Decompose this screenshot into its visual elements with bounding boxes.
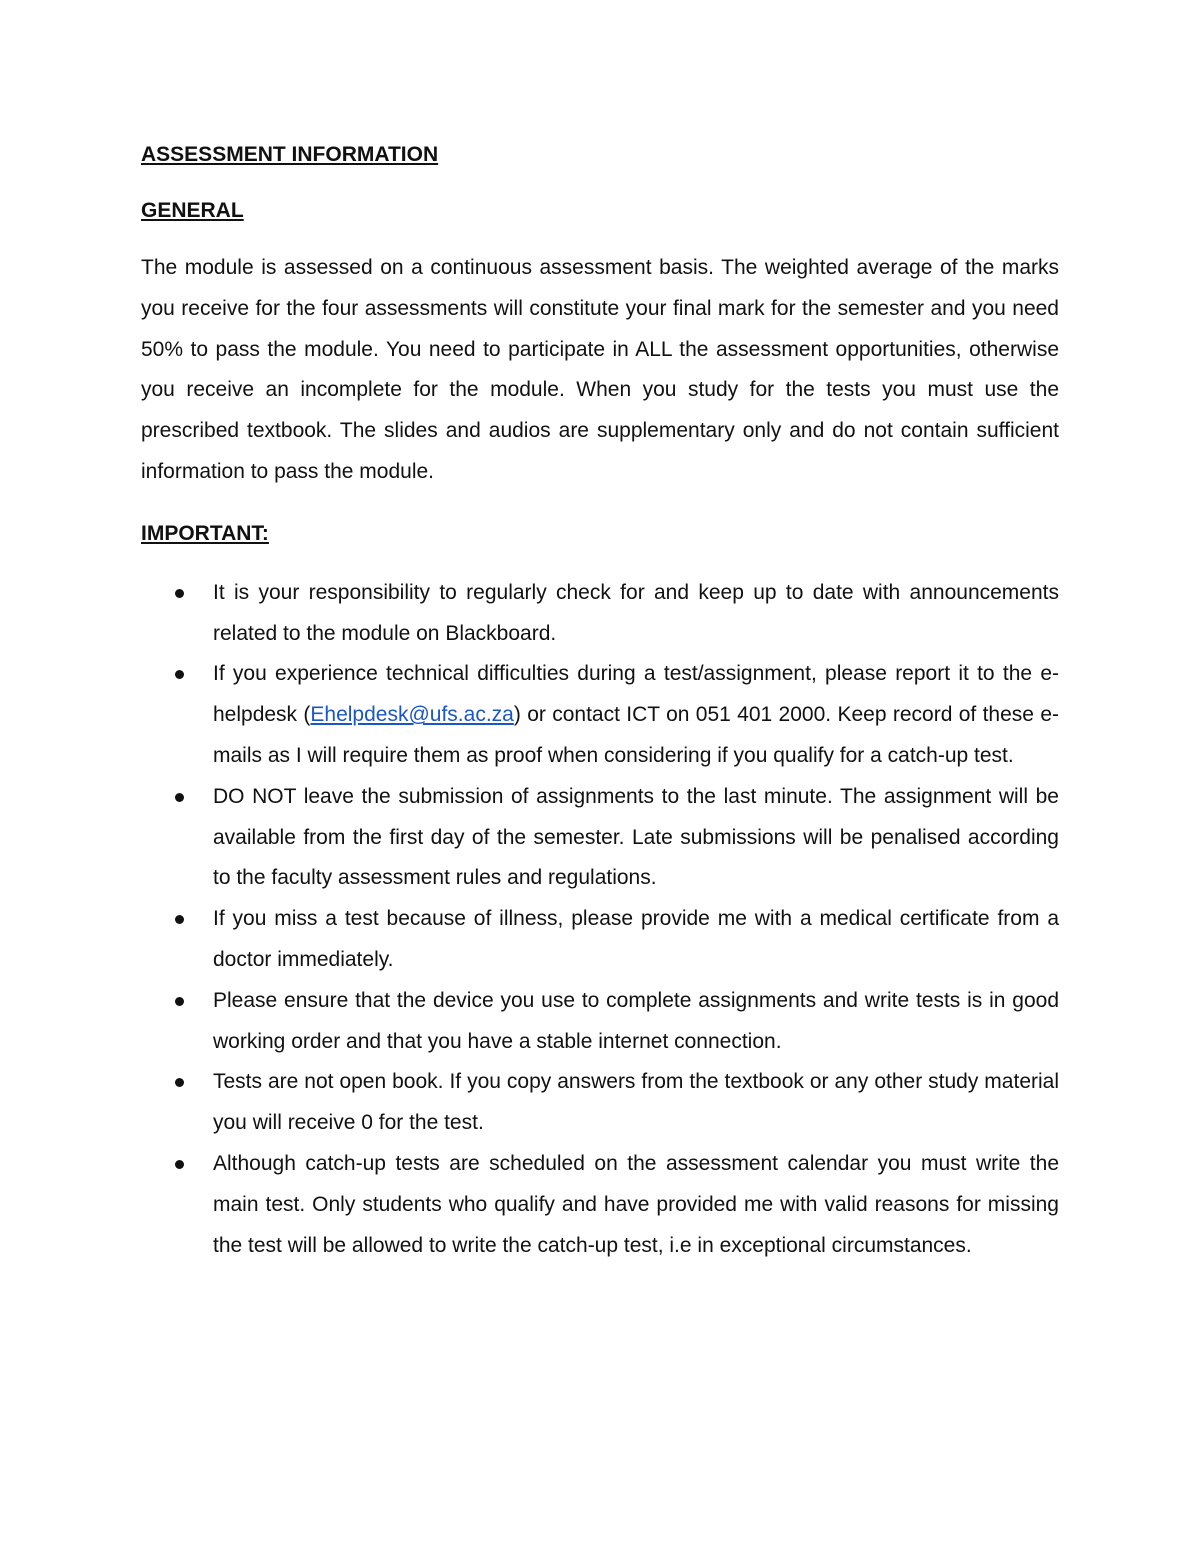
list-item [141,777,1059,899]
helpdesk-email-link[interactable]: Ehelpdesk@ufs.ac.za [310,703,514,727]
bullet-icon [175,589,184,598]
page-title: ASSESSMENT INFORMATION [141,143,439,166]
list-item-text: Please ensure that the device you use to complete assignments and write tests is in good working order and that you have a stable internet connection. [213,988,1059,1053]
important-heading: IMPORTANT: [141,521,269,545]
list-item-text: Although catch-up tests are scheduled on the assessment calendar you must write the main test. Only students who qualify and have provided me with valid reasons for missing the test will be allowed to write the catch-up test, i.e in exceptional circumstances. [213,1151,1059,1257]
list-item [141,573,1059,655]
helpdesk-text-before: If you experience technical difficulties during a test/assignment, please report it to the e-helpdesk ( [213,662,1059,727]
important-list [141,573,1059,1267]
list-item-text: If you miss a test because of illness, please provide me with a medical certificate from a doctor immediately. [213,907,1059,971]
document-page [141,138,1059,1266]
general-paragraph: The module is assessed on a continuous assessment basis. The weighted average of the marks you receive for the four assessments will constitute your final mark for the semester and you need 50% to pass the module. You need to participate in ALL the assessment opportunities, otherwise you receive an incomplete for the module. When you study for the tests you must use the prescribed textbook. The slides and audios are supplementary only and do not contain sufficient information to pass the module. [141,256,1059,483]
list-item-text: It is your responsibility to regularly check for and keep up to date with announcements related to the module on Blackboard. [213,580,1059,645]
list-item [141,1062,1059,1144]
helpdesk-text-after: ) or contact ICT on 051 401 2000. Keep record of these e-mails as I will require them as proof when considering if you qualify for a catch-up test. [213,703,1059,767]
bullet-icon [175,670,184,679]
list-item [141,981,1059,1063]
list-item [141,654,1059,776]
bullet-icon [175,915,184,924]
bullet-icon [175,997,184,1006]
bullet-icon [175,793,184,802]
list-item-text: Tests are not open book. If you copy answers from the textbook or any other study material you will receive 0 for the test. [213,1070,1059,1135]
bullet-icon [175,1078,184,1087]
list-item [141,899,1059,981]
list-item [141,1144,1059,1266]
list-item-text: DO NOT leave the submission of assignments to the last minute. The assignment will be available from the first day of the semester. Late submissions will be penalised according to the faculty assessment rules and regulations. [213,784,1059,890]
bullet-icon [175,1160,184,1169]
general-heading: GENERAL [141,199,244,222]
